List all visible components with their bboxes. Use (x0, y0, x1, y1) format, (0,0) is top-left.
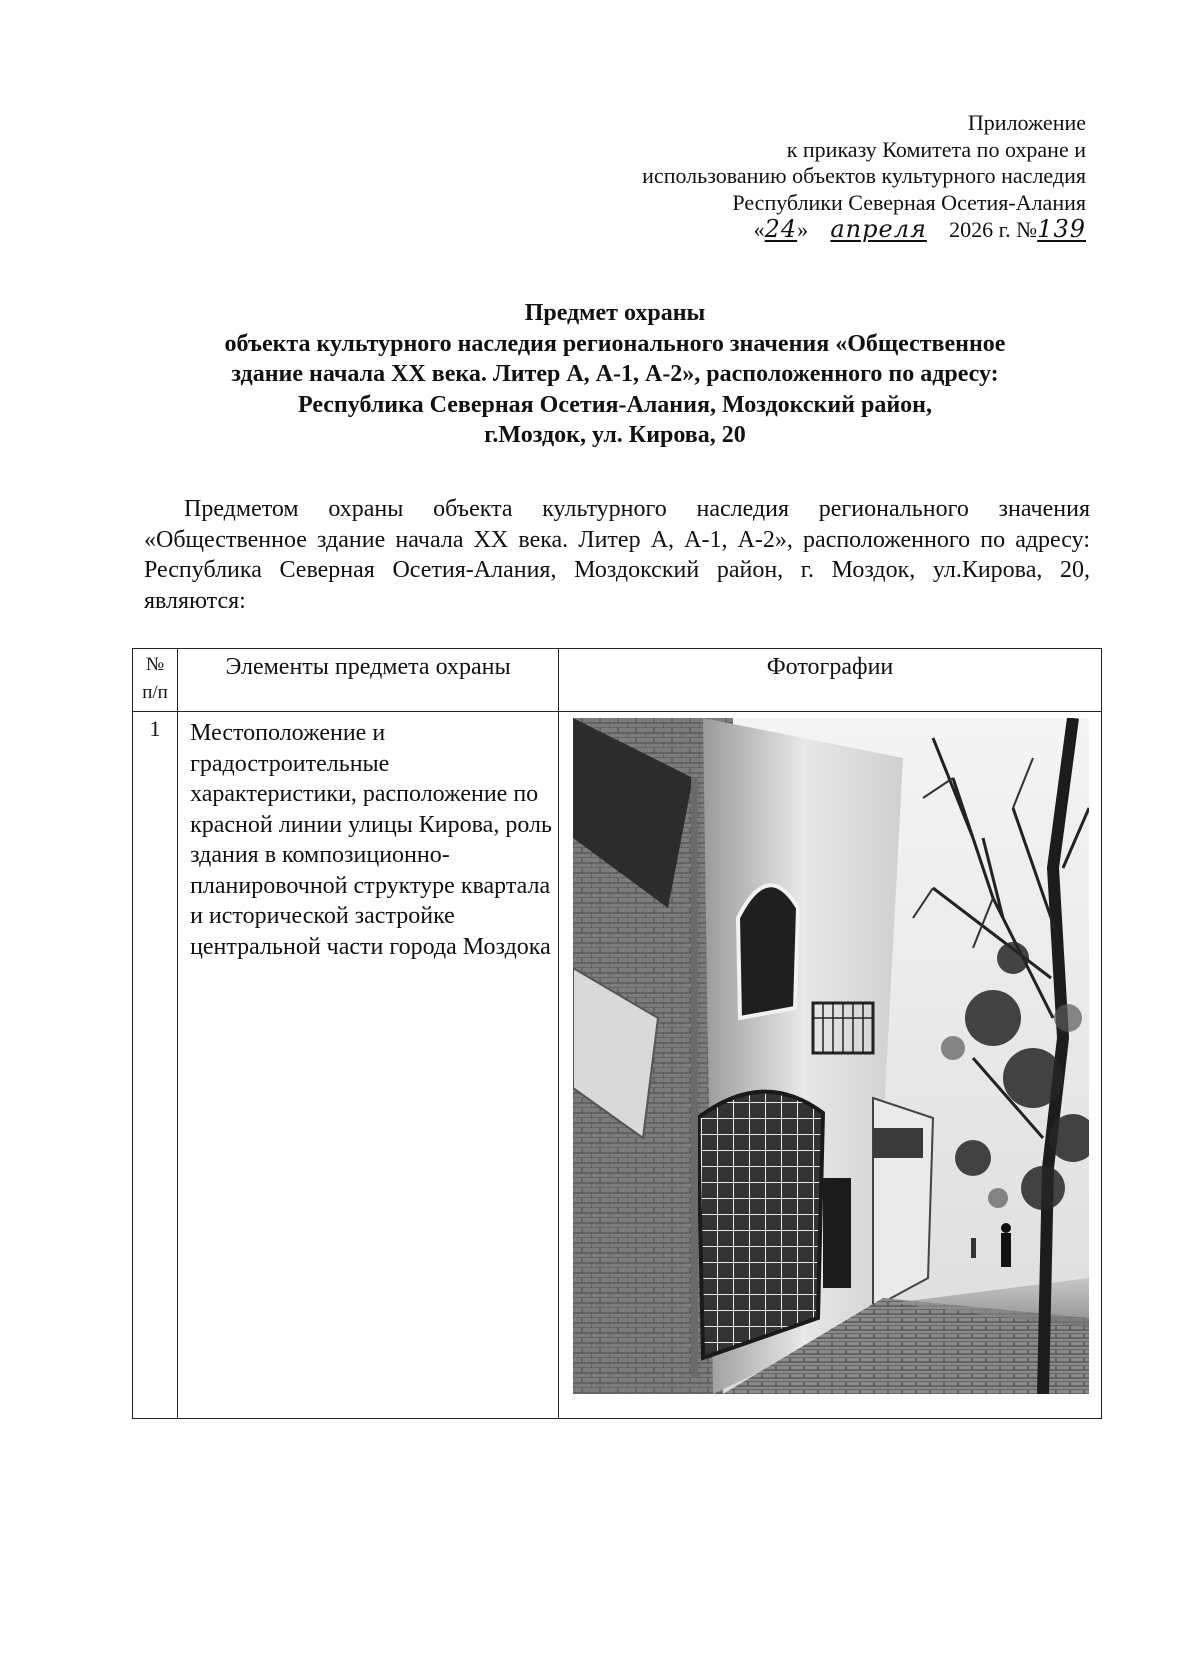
title-line-5: г.Моздок, ул. Кирова, 20 (484, 422, 746, 448)
table-header-row (133, 649, 1102, 712)
year-text: 2026 г. № (949, 217, 1038, 242)
protection-elements-table (132, 648, 1102, 1419)
header-number-abbr: п/п (142, 682, 168, 703)
handwritten-month: апреля (830, 215, 927, 243)
appendix-order-line: к приказу Комитета по охране и (786, 136, 1086, 162)
building-photo (573, 718, 1089, 1394)
appendix-committee-line: использованию объектов культурного наследия (642, 163, 1086, 188)
intro-paragraph: Предметом охраны объекта культурного наследия регионального значения «Общественное здание начала XX века. Литер А, А-1, А-2», расположенного по адресу: Республика Северная Осетия-Алания, Моздокский район, г. Моздок, ул.Кирова, 20, являются: (144, 496, 1090, 614)
appendix-date-line (566, 216, 1086, 244)
handwritten-order-number: 139 (1037, 215, 1086, 243)
appendix-title: Приложение (967, 110, 1086, 135)
header-number-symbol: № (145, 654, 165, 675)
title-line-3: здание начала XX века. Литер А, А-1, А-2», расположенного по адресу: (231, 361, 999, 387)
title-line-2: объекта культурного наследия регионального значения «Общественное (224, 330, 1006, 357)
document-title (140, 298, 1090, 451)
title-line-4: Республика Северная Осетия-Алания, Моздокский район, (297, 391, 933, 418)
handwritten-day: 24 (764, 215, 798, 243)
row-number: 1 (133, 712, 178, 1419)
quote-close: » (797, 217, 809, 242)
title-line-1: Предмет охраны (524, 300, 706, 326)
header-photos: Фотографии (559, 649, 1102, 712)
quote-open: « (753, 217, 765, 242)
appendix-header (566, 110, 1086, 244)
row-photo-cell (559, 712, 1102, 1419)
header-elements: Элементы предмета охраны (178, 649, 559, 712)
header-number (133, 649, 178, 712)
row-element-text: Местоположение и градостроительные характеристики, расположение по красной линии улицы Кирова, роль здания в композиционно-планировочной структуре квартала и исторической застройке центральной части города Моздока (178, 712, 559, 1419)
appendix-republic-line: Республики Северная Осетия-Алания (732, 189, 1086, 215)
table-row (133, 712, 1102, 1419)
